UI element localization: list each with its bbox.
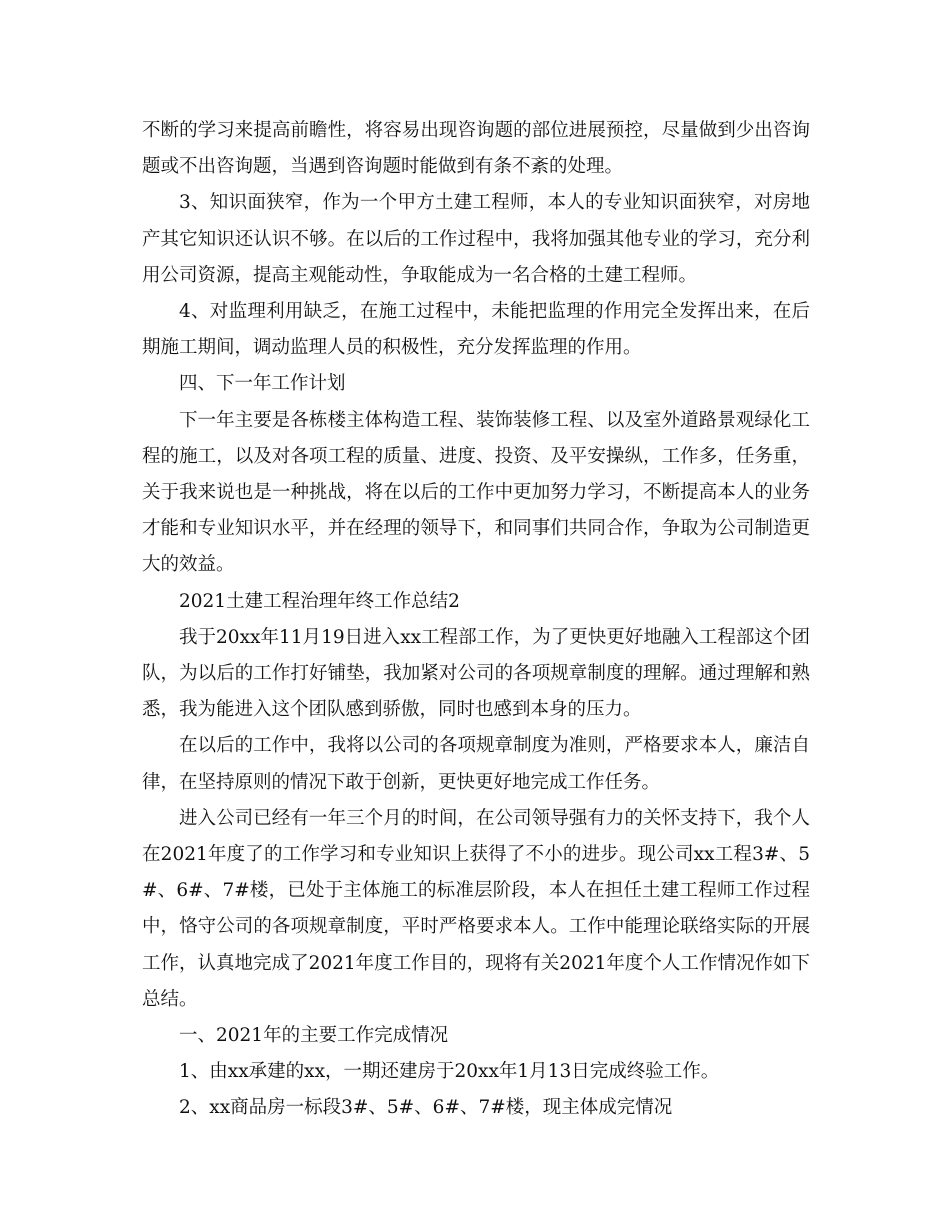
list-item: 1、由xx承建的xx，一期还建房于20xx年1月13日完成终验工作。 [179, 1061, 720, 1083]
paragraph: 进入公司已经有一年三个月的时间，在公司领导强有力的关怀支持下，我个人在2021年度了的工作学习和专业知识上获得了不小的进步。现公司xx工程3#、5#、6#、7#楼，已处于主体施工的标准层阶段，本人在担任土建工程师工作过程中，恪守公司的各项规章制度，平时严格要求本人。工作中能理论联络实际的开展工作，认真地完成了2021年度工作目的，现将有关2021年度个人工作情况作如下总结。 [142, 807, 810, 1010]
document-title: 2021土建工程治理年终工作总结2 [179, 590, 460, 612]
section-heading: 一、2021年的主要工作完成情况 [179, 1025, 449, 1047]
paragraph: 在以后的工作中，我将以公司的各项规章制度为准则，严格要求本人，廉洁自律，在坚持原则的情况下敢于创新，更快更好地完成工作任务。 [142, 735, 810, 793]
paragraph: 下一年主要是各栋楼主体构造工程、装饰装修工程、以及室外道路景观绿化工程的施工，以及对各项工程的质量、进度、投资、及平安操纵，工作多，任务重，关于我来说也是一种挑战，将在以后的工作中更加努力学习，不断提高本人的业务才能和专业知识水平，并在经理的领导下，和同事们共同合作，争取为公司制造更大的效益。 [142, 409, 810, 576]
document-body [142, 113, 810, 1127]
paragraph: 3、知识面狭窄，作为一个甲方土建工程师，本人的专业知识面狭窄，对房地产其它知识还认识不够。在以后的工作过程中，我将加强其他专业的学习，充分利用公司资源，提高主观能动性，争取能成为一名合格的土建工程师。 [142, 192, 810, 286]
section-heading: 四、下一年工作计划 [179, 373, 346, 395]
paragraph: 我于20xx年11月19日进入xx工程部工作，为了更快更好地融入工程部这个团队，为以后的工作打好铺垫，我加紧对公司的各项规章制度的理解。通过理解和熟悉，我为能进入这个团队感到骄傲，同时也感到本身的压力。 [142, 626, 810, 721]
list-item: 2、xx商品房一标段3#、5#、6#、7#楼，现主体成完情况 [179, 1097, 673, 1119]
paragraph: 不断的学习来提高前瞻性，将容易出现咨询题的部位进展预控，尽量做到少出咨询题或不出咨询题，当遇到咨询题时能做到有条不紊的处理。 [142, 120, 810, 178]
paragraph: 4、对监理利用缺乏，在施工过程中，未能把监理的作用完全发挥出来，在后期施工期间，调动监理人员的积极性，充分发挥监理的作用。 [142, 301, 810, 359]
